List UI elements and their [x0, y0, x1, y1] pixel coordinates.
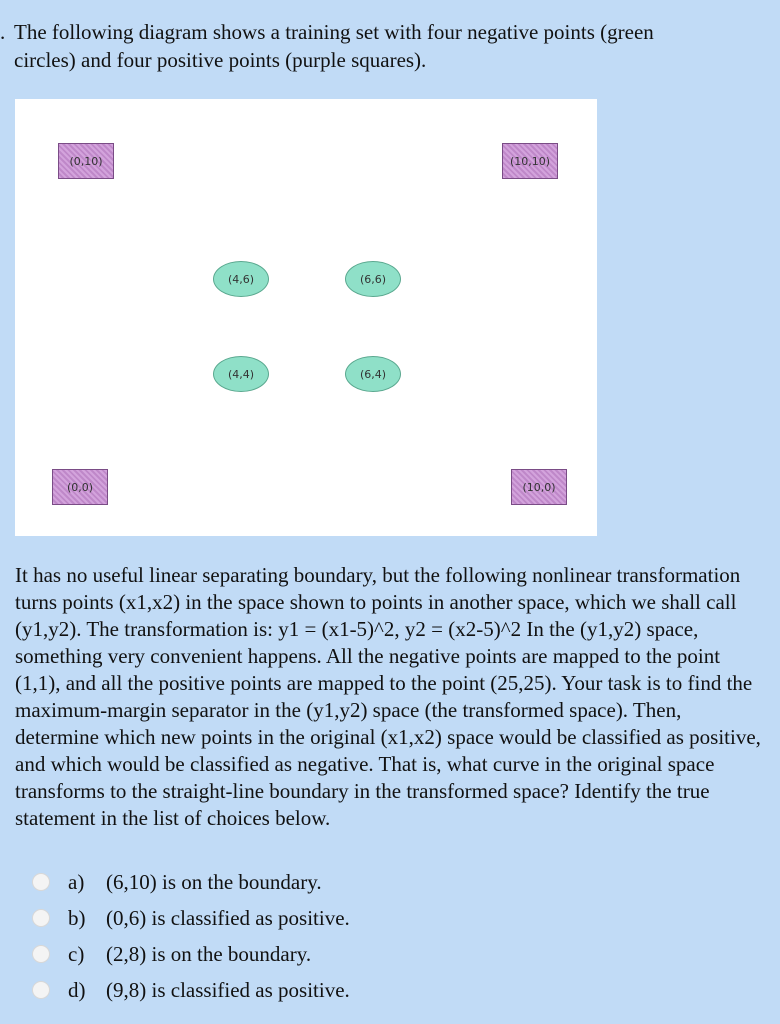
- positive-point-10-10: (10,10): [502, 143, 558, 179]
- choice-text: (9,8) is classified as positive.: [106, 977, 350, 1002]
- choice-text: (6,10) is on the boundary.: [106, 869, 322, 894]
- choice-text: (0,6) is classified as positive.: [106, 905, 350, 930]
- training-set-diagram: [15, 99, 597, 536]
- choice-a[interactable]: [32, 864, 732, 900]
- choice-text: (2,8) is on the boundary.: [106, 941, 312, 966]
- choice-letter: c): [68, 941, 85, 966]
- positive-point-0-0: (0,0): [52, 469, 108, 505]
- negative-point-4-4: (4,4): [213, 356, 269, 392]
- negative-point-4-6: (4,6): [213, 261, 269, 297]
- negative-point-6-4: (6,4): [345, 356, 401, 392]
- intro-line-2: circles) and four positive points (purple squares).: [14, 48, 427, 72]
- negative-point-6-6: (6,6): [345, 261, 401, 297]
- choice-letter: d): [68, 977, 86, 1002]
- choice-letter: a): [68, 869, 85, 894]
- positive-point-0-10: (0,10): [58, 143, 114, 179]
- choice-letter: b): [68, 905, 86, 930]
- radio-button[interactable]: [32, 945, 50, 963]
- lead-dot: .: [0, 20, 6, 44]
- question-intro: [0, 18, 770, 74]
- radio-button[interactable]: [32, 981, 50, 999]
- intro-line-1: The following diagram shows a training set with four negative points (green: [14, 20, 654, 44]
- radio-button[interactable]: [32, 873, 50, 891]
- answer-choices: [32, 864, 732, 1008]
- choice-c[interactable]: [32, 936, 732, 972]
- choice-d[interactable]: [32, 972, 732, 1008]
- positive-point-10-0: (10,0): [511, 469, 567, 505]
- question-body: It has no useful linear separating boundary, but the following nonlinear transformation turns points (x1,x2) in the space shown to points in another space, which we shall call (y1,y2). The transformation is: y1 = (x1-5)^2, y2 = (x2-5)^2 In the (y1,y2) space, something very convenient happens. All the negative points are mapped to the point (1,1), and all the positive points are mapped to the point (25,25). Your task is to find the maximum-margin separator in the (y1,y2) space (the transformed space). Then, determine which new points in the original (x1,x2) space would be classified as positive, and which would be classified as negative. That is, what curve in the original space transforms to the straight-line boundary in the transformed space? Identify the true statement in the list of choices below.: [15, 563, 761, 830]
- radio-button[interactable]: [32, 909, 50, 927]
- choice-b[interactable]: [32, 900, 732, 936]
